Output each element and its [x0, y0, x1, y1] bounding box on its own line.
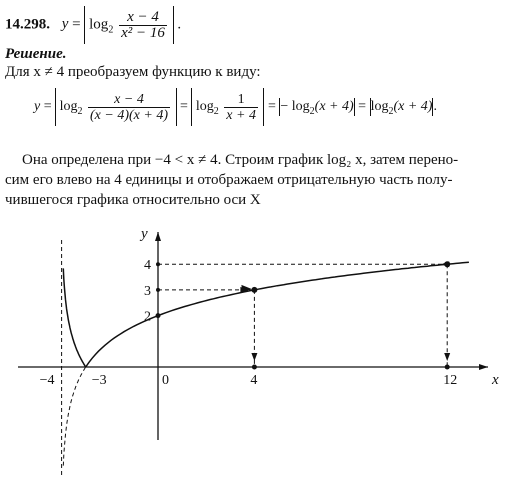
arrowhead-vertical-4	[251, 353, 257, 361]
eq-part3: − log	[280, 99, 310, 115]
eq-y: y	[34, 99, 41, 115]
eq-den2: x + 4	[226, 107, 256, 123]
y-tick-label-1: 3	[144, 283, 151, 299]
x-tick-label-3: 4	[250, 373, 258, 388]
paragraph-line-3: чившегося графика относительно оси X	[5, 192, 261, 208]
eq-eq3: =	[267, 99, 276, 115]
y-axis-arrow	[155, 232, 161, 241]
y-tick-point-3	[156, 288, 160, 292]
problem-denominator: x² − 16	[121, 24, 165, 41]
curve-dashed-original	[63, 367, 85, 466]
axis-point-1	[445, 365, 450, 370]
problem-numerator: x − 4	[119, 10, 167, 26]
problem-number: 14.298.	[5, 16, 50, 33]
eq-eq4: =	[358, 99, 367, 115]
paragraph-line-1: Она определена при −4 < x ≠ 4. Строим график log₂ x, затем перено-	[22, 152, 459, 168]
marked-point-0	[251, 287, 257, 293]
eq-num1: x − 4	[88, 92, 170, 108]
eq-log1: log	[59, 99, 78, 115]
y-tick-point-4	[156, 262, 160, 266]
problem-base: 2	[108, 24, 114, 36]
eq-eq1: =	[43, 99, 52, 115]
eq-base1: 2	[77, 106, 83, 118]
problem-tail: .	[177, 16, 182, 33]
eq-log4: log	[370, 99, 389, 115]
eq-base2: 2	[213, 106, 219, 118]
y-tick-label-0: 4	[144, 258, 151, 274]
x-tick-label-1: −3	[91, 373, 107, 388]
curve-reflected-part	[63, 268, 85, 367]
axis-point-0	[252, 365, 257, 370]
problem-y: y	[61, 16, 69, 33]
eq-arg3: (x + 4)	[314, 99, 354, 115]
eq-num2: 1	[224, 92, 258, 108]
problem-log: log	[89, 16, 109, 33]
eq-eq2: =	[180, 99, 188, 115]
x-tick-label-4: 12	[443, 373, 458, 388]
solution-intro: Для x ≠ 4 преобразуем функцию к виду:	[5, 64, 261, 80]
y-intercept-point	[156, 313, 161, 318]
y-tick-label-2: 2	[144, 309, 151, 325]
eq-base3: 2	[309, 106, 315, 118]
eq-tail: .	[433, 99, 437, 115]
paragraph-line-2: сим его влево на 4 единицы и отображаем отрицательную часть полу-	[5, 172, 453, 188]
x-tick-label-2: 0	[162, 373, 169, 388]
x-tick-label-0: −4	[39, 373, 55, 388]
arrowhead-vertical-12	[444, 353, 450, 361]
eq-log2: log	[195, 99, 214, 115]
x-axis-arrow	[479, 364, 488, 370]
y-axis-label: y	[141, 226, 148, 242]
eq-base4: 2	[388, 106, 394, 118]
eq-den1: (x − 4)(x + 4)	[90, 107, 168, 123]
eq-arg4: (x + 4)	[393, 99, 433, 115]
solution-label: Решение.	[5, 46, 67, 62]
problem-eq: =	[72, 16, 81, 33]
x-axis-label: x	[492, 372, 499, 388]
